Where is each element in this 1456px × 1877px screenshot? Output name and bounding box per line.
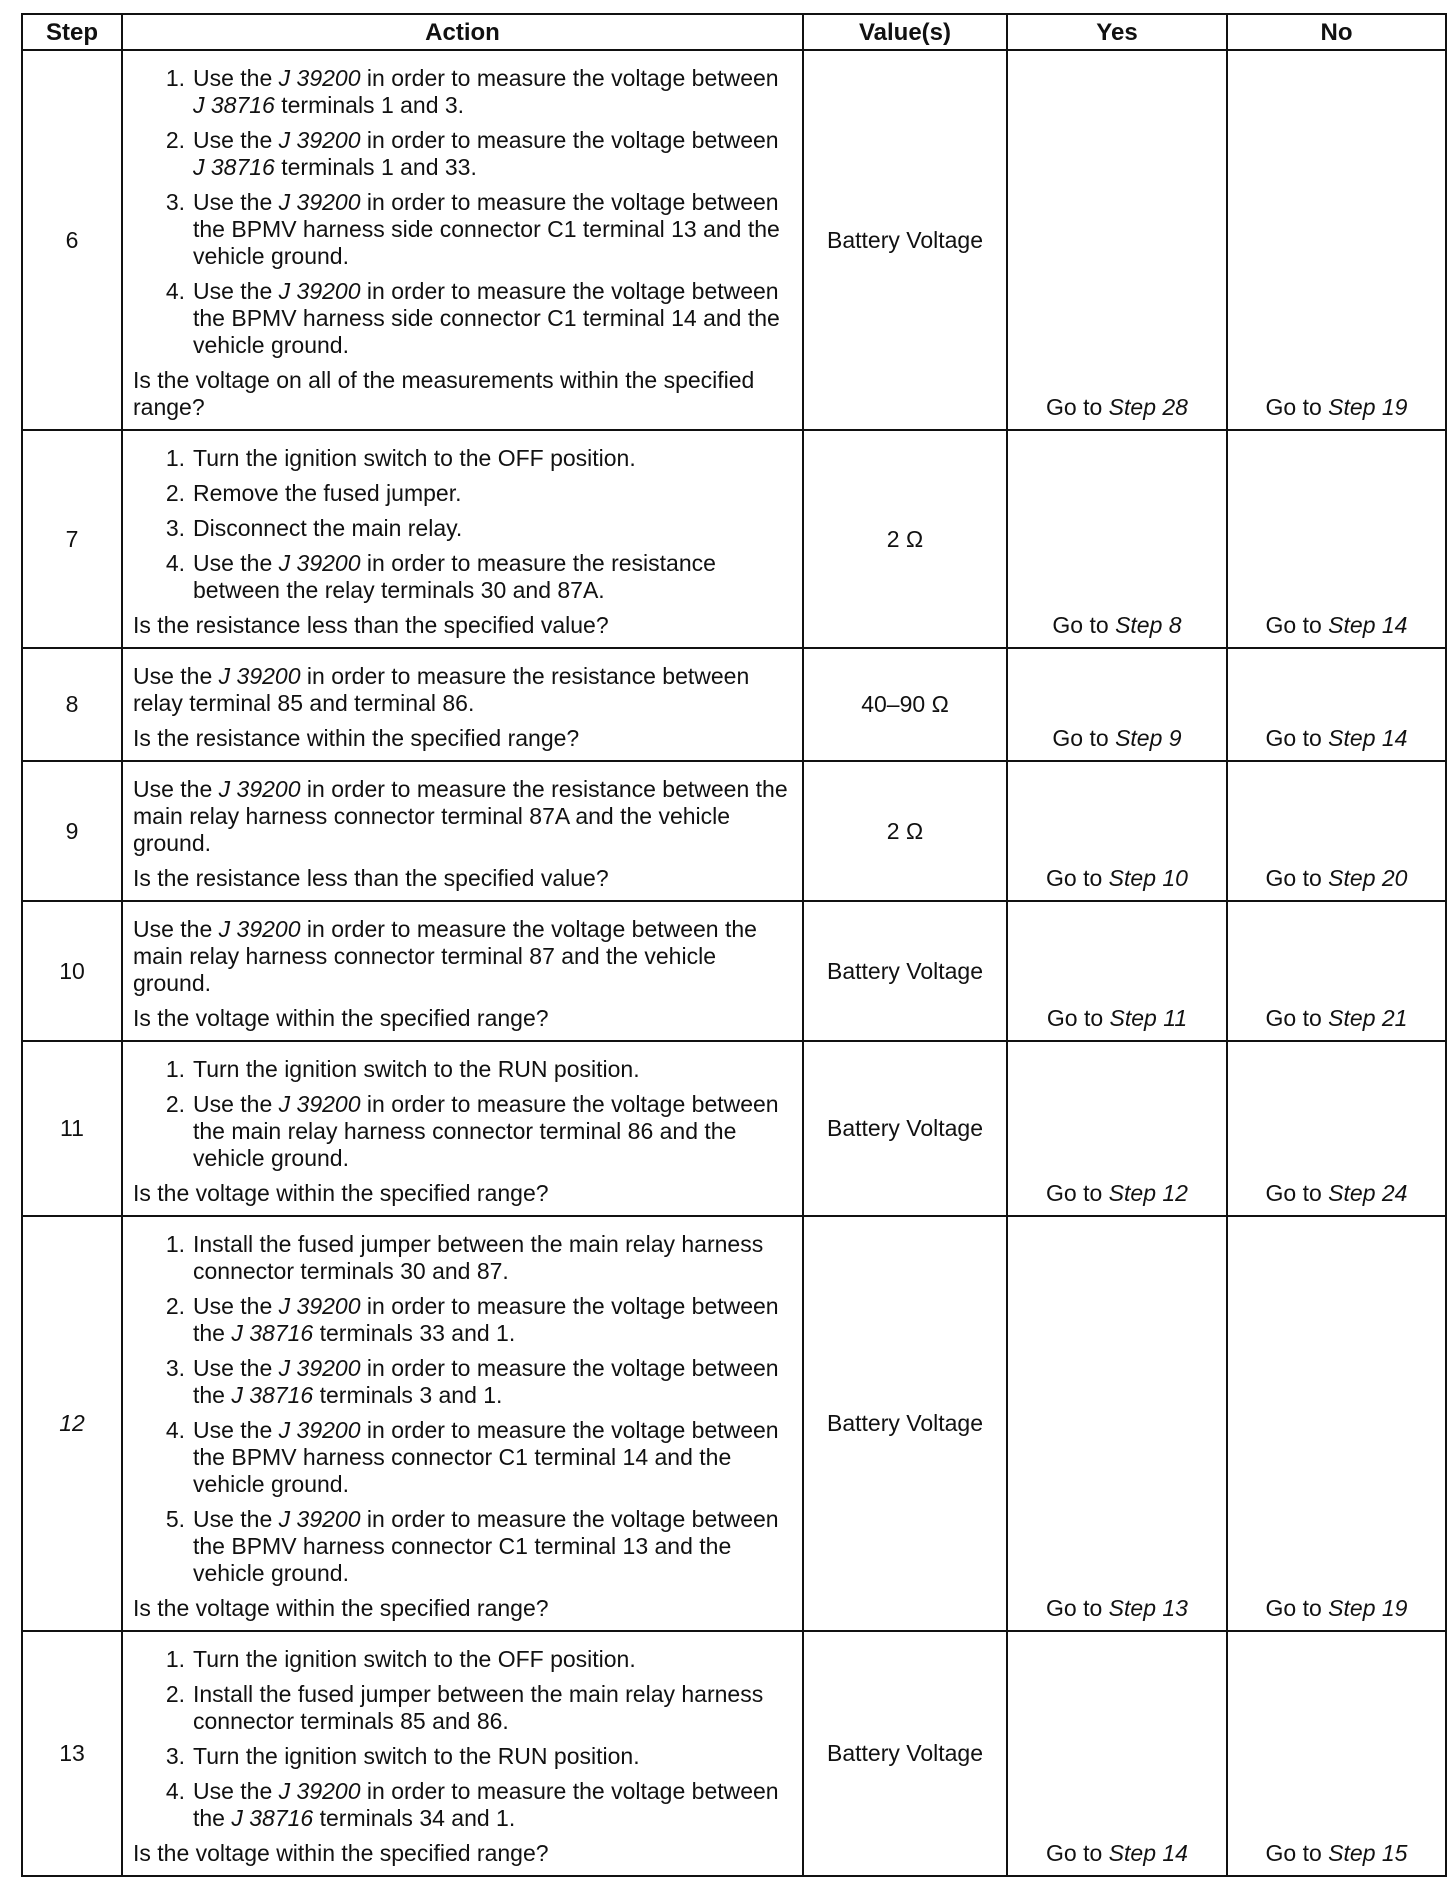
table-row	[22, 648, 1446, 761]
action-steps	[133, 65, 792, 359]
action-step-number: 3.	[165, 1743, 185, 1769]
action-steps	[133, 445, 792, 604]
value-cell: Battery Voltage	[803, 901, 1007, 1041]
tool-reference: J 39200	[278, 127, 361, 153]
action-step-number: 4.	[165, 1417, 185, 1443]
yes-cell: Go to Step 8	[1007, 430, 1227, 648]
yes-cell: Go to Step 14	[1007, 1631, 1227, 1876]
table-row	[22, 901, 1446, 1041]
header-no: No	[1227, 14, 1446, 50]
action-question: Is the voltage within the specified range?	[133, 1595, 549, 1621]
action-question: Is the resistance less than the specified value?	[133, 612, 609, 638]
action-step-number: 1.	[165, 1231, 185, 1257]
yes-step-link: Step 12	[1108, 1180, 1188, 1206]
tool-reference: J 39200	[218, 916, 301, 942]
tool-reference: J 39200	[278, 1091, 361, 1117]
step-number: 8	[22, 648, 122, 761]
action-question: Is the resistance less than the specified value?	[133, 865, 609, 891]
action-step-number: 1.	[165, 1056, 185, 1082]
action-step-number: 3.	[165, 515, 185, 541]
action-step-text: Use the J 39200 in order to measure the voltage between the main relay harness connector terminal 86 and the vehicle ground.	[193, 1091, 779, 1171]
tool-reference: J 38716	[193, 154, 275, 180]
step-number: 7	[22, 430, 122, 648]
action-step	[133, 1646, 792, 1673]
action-step	[133, 1681, 792, 1735]
action-text: Use the J 39200 in order to measure the resistance between the main relay harness connector terminal 87A and the vehicle ground.	[133, 776, 788, 856]
tool-reference: J 39200	[218, 776, 301, 802]
tool-reference: J 38716	[231, 1805, 314, 1831]
action-step-text: Use the J 39200 in order to measure the voltage between the J 38716 terminals 34 and 1.	[193, 1778, 779, 1831]
tool-reference: J 39200	[278, 1355, 361, 1381]
value-cell: Battery Voltage	[803, 1041, 1007, 1216]
action-step-number: 1.	[165, 1646, 185, 1672]
action-step-number: 4.	[165, 1778, 185, 1804]
tool-reference: J 39200	[278, 65, 361, 91]
no-cell: Go to Step 24	[1227, 1041, 1446, 1216]
action-step	[133, 1778, 792, 1832]
action-step-number: 2.	[165, 1681, 185, 1707]
tool-reference: J 39200	[278, 550, 361, 576]
yes-cell: Go to Step 11	[1007, 901, 1227, 1041]
tool-reference: J 38716	[231, 1320, 314, 1346]
action-text: Use the J 39200 in order to measure the voltage between the main relay harness connector terminal 87 and the vehicle ground.	[133, 916, 757, 996]
table-row	[22, 761, 1446, 901]
action-step-text: Install the fused jumper between the main relay harness connector terminals 85 and 86.	[193, 1681, 764, 1734]
diagnostic-table	[21, 13, 1447, 1877]
action-step	[133, 515, 792, 542]
action-step-text: Use the J 39200 in order to measure the voltage between the BPMV harness side connector C1 terminal 14 and the vehicle ground.	[193, 278, 780, 358]
action-step-text: Turn the ignition switch to the RUN position.	[193, 1056, 640, 1082]
tool-reference: J 39200	[278, 1506, 361, 1532]
action-steps	[133, 1646, 792, 1832]
no-step-link: Step 14	[1328, 612, 1408, 638]
action-step	[133, 1056, 792, 1083]
action-step-text: Turn the ignition switch to the OFF position.	[193, 1646, 636, 1672]
action-cell	[122, 648, 803, 761]
value-cell: 2 Ω	[803, 761, 1007, 901]
action-step-text: Remove the fused jumper.	[193, 480, 462, 506]
tool-reference: J 38716	[231, 1382, 314, 1408]
action-step-number: 4.	[165, 278, 185, 304]
yes-step-link: Step 9	[1115, 725, 1182, 751]
header-values: Value(s)	[803, 14, 1007, 50]
action-steps	[133, 1231, 792, 1587]
no-cell: Go to Step 14	[1227, 648, 1446, 761]
action-step-text: Disconnect the main relay.	[193, 515, 463, 541]
no-step-link: Step 19	[1328, 1595, 1408, 1621]
tool-reference: J 39200	[278, 1417, 361, 1443]
step-number: 10	[22, 901, 122, 1041]
no-cell: Go to Step 19	[1227, 50, 1446, 430]
table-row	[22, 1216, 1446, 1631]
action-step	[133, 65, 792, 119]
action-cell	[122, 901, 803, 1041]
header-yes: Yes	[1007, 14, 1227, 50]
action-step	[133, 1293, 792, 1347]
tool-reference: J 39200	[278, 189, 361, 215]
action-step	[133, 278, 792, 359]
action-step	[133, 445, 792, 472]
action-step	[133, 1506, 792, 1587]
action-cell	[122, 761, 803, 901]
action-step-number: 1.	[165, 445, 185, 471]
action-step-text: Install the fused jumper between the main relay harness connector terminals 30 and 87.	[193, 1231, 764, 1284]
no-step-link: Step 20	[1328, 865, 1408, 891]
tool-reference: J 38716	[193, 92, 275, 118]
no-cell: Go to Step 15	[1227, 1631, 1446, 1876]
action-step-text: Use the J 39200 in order to measure the voltage between the BPMV harness connector C1 terminal 13 and the vehicle ground.	[193, 1506, 779, 1586]
table-body	[22, 50, 1446, 1876]
table-row	[22, 430, 1446, 648]
action-step-text: Use the J 39200 in order to measure the voltage between the BPMV harness side connector C1 terminal 13 and the vehicle ground.	[193, 189, 780, 269]
value-cell: Battery Voltage	[803, 1216, 1007, 1631]
tool-reference: J 39200	[218, 663, 301, 689]
yes-cell: Go to Step 28	[1007, 50, 1227, 430]
action-step	[133, 127, 792, 181]
value-cell: Battery Voltage	[803, 1631, 1007, 1876]
action-question: Is the voltage on all of the measurements within the specified range?	[133, 367, 755, 420]
action-step-text: Use the J 39200 in order to measure the resistance between the relay terminals 30 and 87A.	[193, 550, 716, 603]
step-number: 9	[22, 761, 122, 901]
action-step-number: 2.	[165, 127, 185, 153]
action-cell	[122, 1216, 803, 1631]
table-row	[22, 50, 1446, 430]
tool-reference: J 39200	[278, 1293, 361, 1319]
action-step-number: 3.	[165, 189, 185, 215]
header-step: Step	[22, 14, 122, 50]
action-step	[133, 1091, 792, 1172]
action-step-text: Turn the ignition switch to the RUN position.	[193, 1743, 640, 1769]
action-step-number: 2.	[165, 480, 185, 506]
action-step-number: 1.	[165, 65, 185, 91]
yes-cell: Go to Step 9	[1007, 648, 1227, 761]
header-action: Action	[122, 14, 803, 50]
action-cell	[122, 1631, 803, 1876]
action-text: Use the J 39200 in order to measure the resistance between relay terminal 85 and terminal 86.	[133, 663, 750, 716]
value-cell: 2 Ω	[803, 430, 1007, 648]
yes-step-link: Step 13	[1108, 1595, 1188, 1621]
tool-reference: J 39200	[278, 278, 361, 304]
action-step-text: Use the J 39200 in order to measure the voltage between the BPMV harness connector C1 terminal 14 and the vehicle ground.	[193, 1417, 779, 1497]
action-step-number: 4.	[165, 550, 185, 576]
yes-cell: Go to Step 12	[1007, 1041, 1227, 1216]
header-row	[22, 14, 1446, 50]
yes-cell: Go to Step 13	[1007, 1216, 1227, 1631]
value-cell: 40–90 Ω	[803, 648, 1007, 761]
step-number: 6	[22, 50, 122, 430]
table-row	[22, 1041, 1446, 1216]
value-cell: Battery Voltage	[803, 50, 1007, 430]
action-step-number: 5.	[165, 1506, 185, 1532]
no-cell: Go to Step 20	[1227, 761, 1446, 901]
no-cell: Go to Step 14	[1227, 430, 1446, 648]
action-step-number: 2.	[165, 1091, 185, 1117]
table-row	[22, 1631, 1446, 1876]
action-step-text: Use the J 39200 in order to measure the voltage between the J 38716 terminals 33 and 1.	[193, 1293, 779, 1346]
no-step-link: Step 15	[1328, 1840, 1408, 1866]
action-step-number: 2.	[165, 1293, 185, 1319]
step-number: 11	[22, 1041, 122, 1216]
action-cell	[122, 50, 803, 430]
yes-step-link: Step 11	[1109, 1005, 1188, 1031]
action-step	[133, 480, 792, 507]
yes-cell: Go to Step 10	[1007, 761, 1227, 901]
tool-reference: J 39200	[278, 1778, 361, 1804]
action-cell	[122, 1041, 803, 1216]
action-step-number: 3.	[165, 1355, 185, 1381]
no-cell: Go to Step 19	[1227, 1216, 1446, 1631]
no-step-link: Step 19	[1328, 394, 1408, 420]
action-question: Is the resistance within the specified range?	[133, 725, 580, 751]
action-step-text: Use the J 39200 in order to measure the voltage between J 38716 terminals 1 and 33.	[193, 127, 779, 180]
action-question: Is the voltage within the specified range?	[133, 1840, 549, 1866]
action-cell	[122, 430, 803, 648]
step-number: 12	[22, 1216, 122, 1631]
action-step-text: Turn the ignition switch to the OFF position.	[193, 445, 636, 471]
no-cell: Go to Step 21	[1227, 901, 1446, 1041]
action-step	[133, 189, 792, 270]
action-step	[133, 1231, 792, 1285]
yes-step-link: Step 28	[1108, 394, 1188, 420]
action-step-text: Use the J 39200 in order to measure the voltage between the J 38716 terminals 3 and 1.	[193, 1355, 779, 1408]
yes-step-link: Step 10	[1108, 865, 1188, 891]
action-question: Is the voltage within the specified range?	[133, 1005, 549, 1031]
yes-step-link: Step 14	[1108, 1840, 1188, 1866]
action-step	[133, 1417, 792, 1498]
no-step-link: Step 14	[1328, 725, 1408, 751]
action-step-text: Use the J 39200 in order to measure the voltage between J 38716 terminals 1 and 3.	[193, 65, 779, 118]
action-step	[133, 1355, 792, 1409]
action-question: Is the voltage within the specified range?	[133, 1180, 549, 1206]
action-step	[133, 550, 792, 604]
no-step-link: Step 21	[1328, 1005, 1408, 1031]
no-step-link: Step 24	[1328, 1180, 1408, 1206]
yes-step-link: Step 8	[1115, 612, 1182, 638]
action-step	[133, 1743, 792, 1770]
action-steps	[133, 1056, 792, 1172]
step-number: 13	[22, 1631, 122, 1876]
